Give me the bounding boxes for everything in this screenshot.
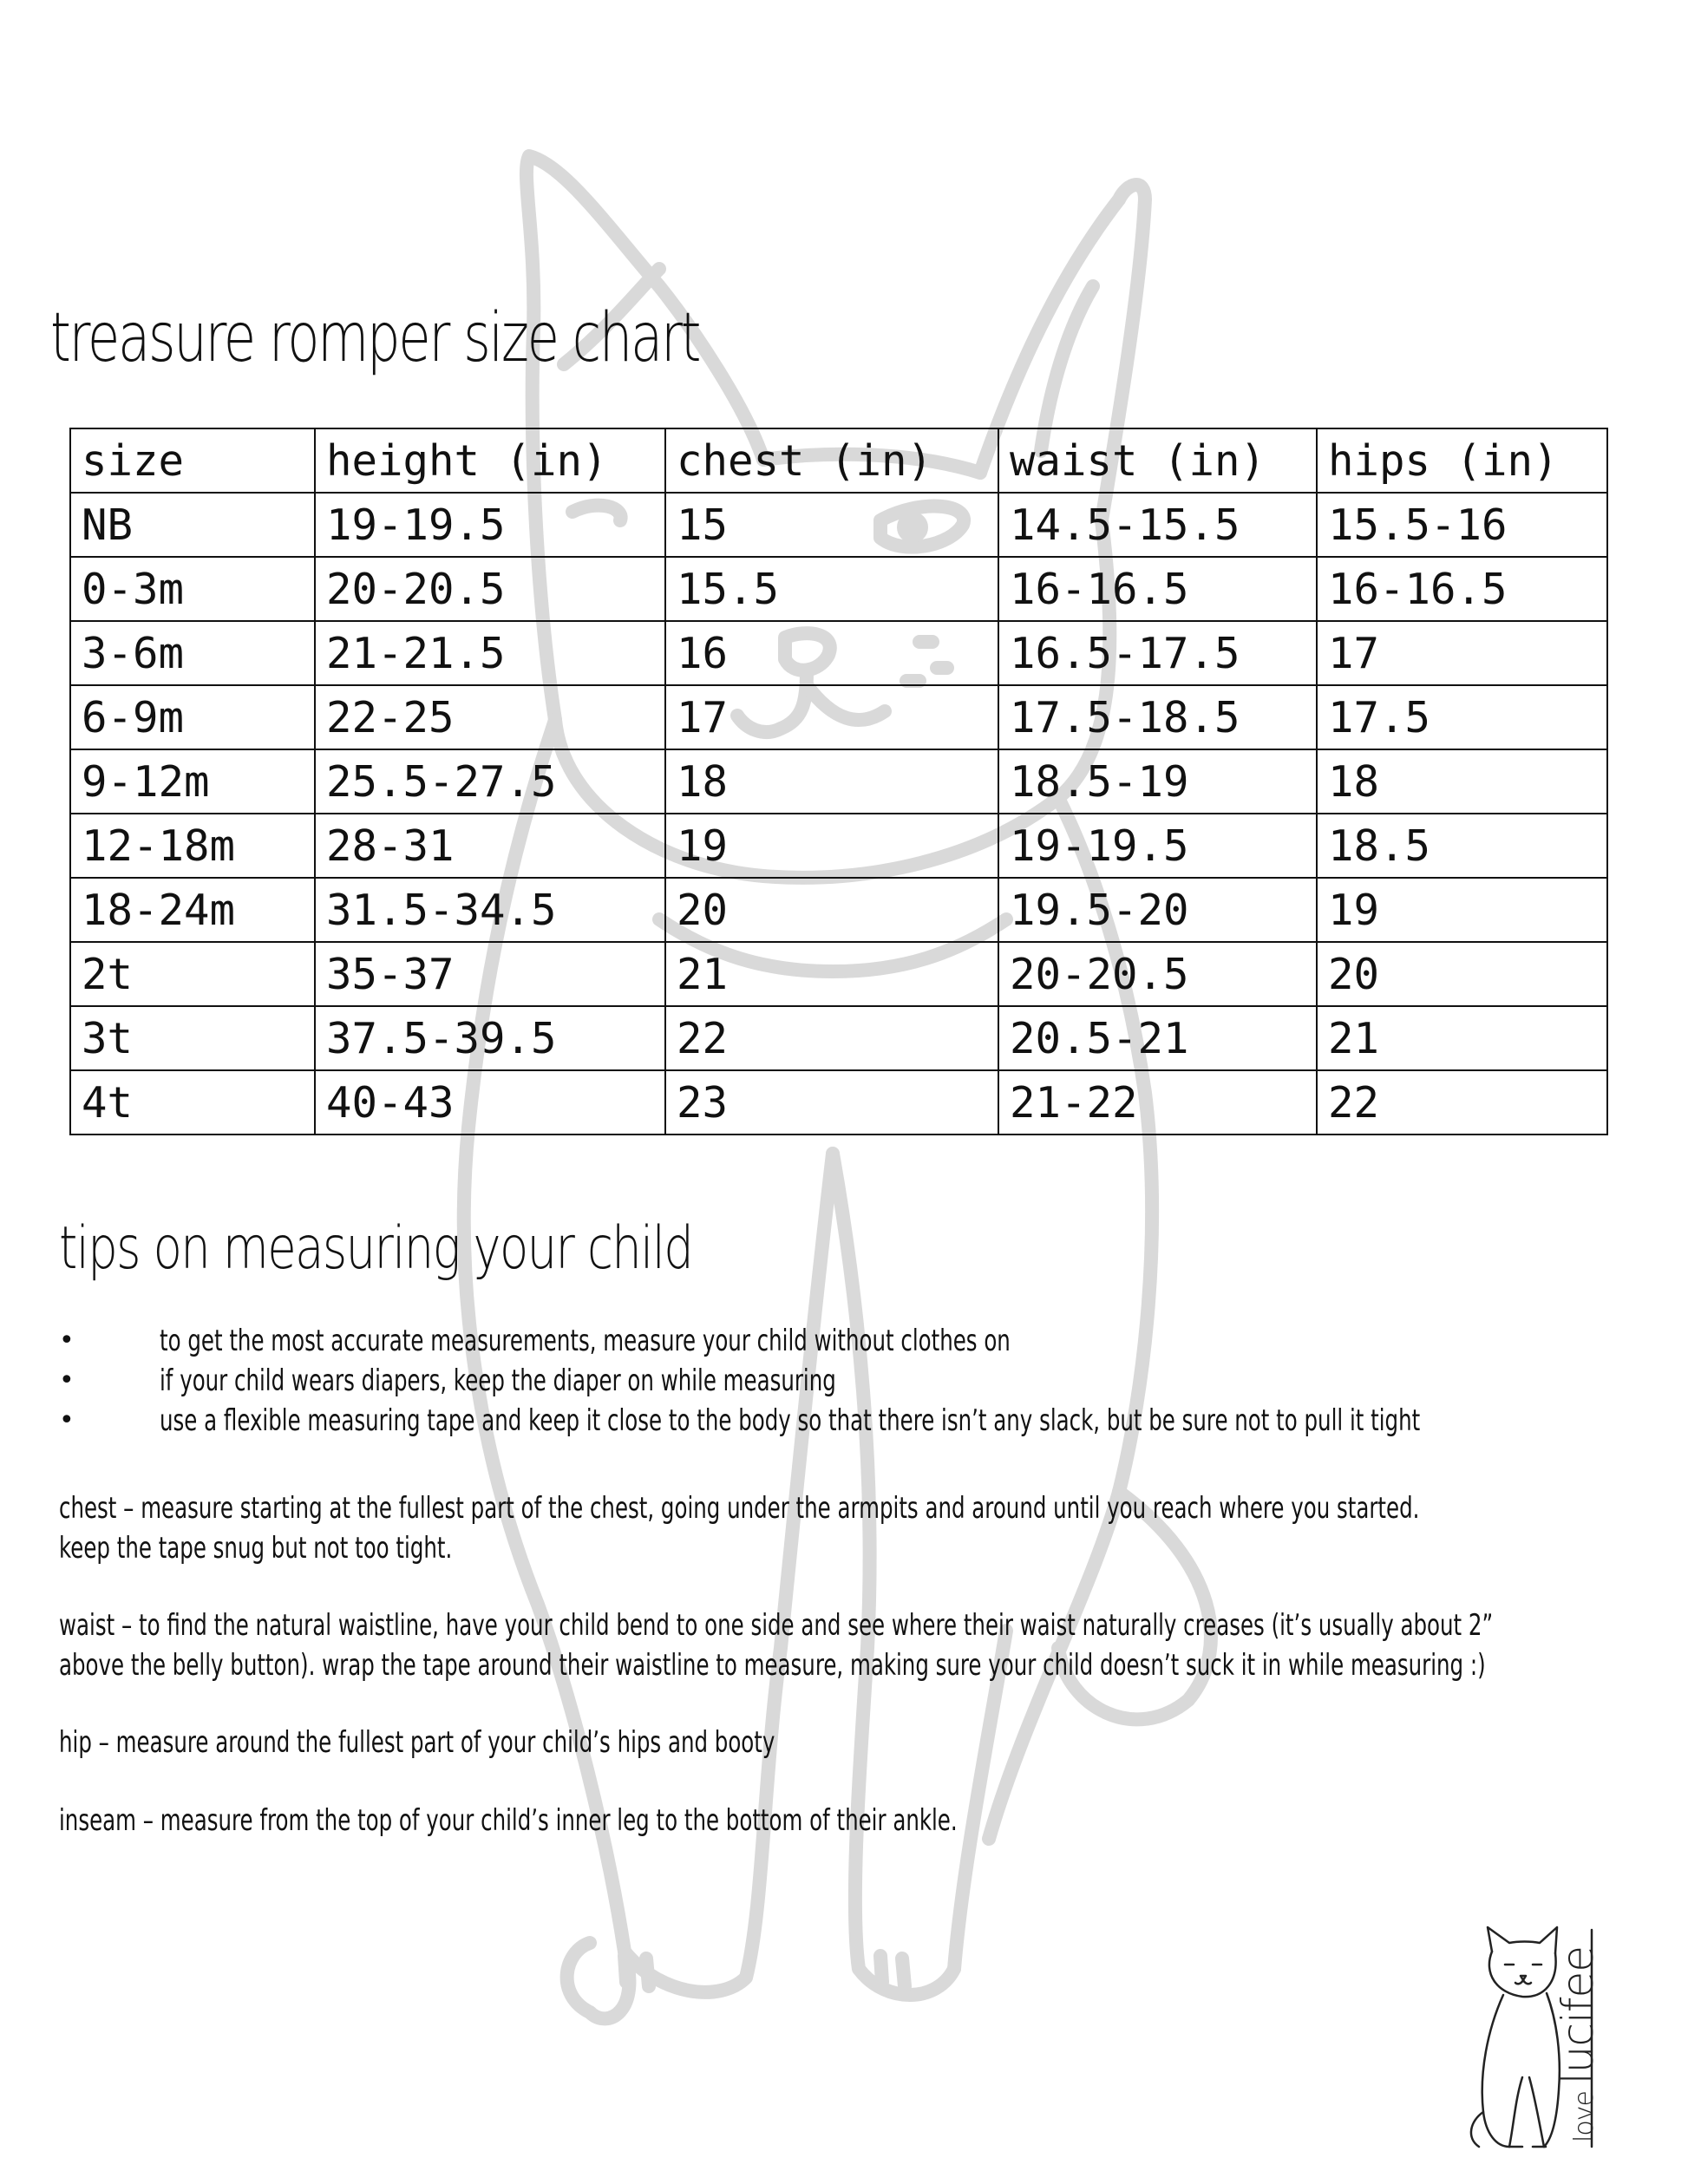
cell-waist: 17.5-18.5: [998, 685, 1317, 749]
table-row: [70, 814, 1607, 878]
cell-chest: 16: [665, 621, 998, 685]
cell-chest: 21: [665, 942, 998, 1006]
column-header-waist: waist (in): [998, 428, 1317, 493]
cell-height: 37.5-39.5: [315, 1006, 665, 1070]
page-title: treasure romper size chart: [50, 299, 700, 377]
cell-hips: 18: [1317, 749, 1607, 814]
cell-size: 2t: [70, 942, 315, 1006]
table-header-row: [70, 428, 1607, 493]
cell-height: 28-31: [315, 814, 665, 878]
column-header-hips: hips (in): [1317, 428, 1607, 493]
brand-name: lucifee: [1553, 1946, 1603, 2085]
cell-hips: 15.5-16: [1317, 493, 1607, 557]
cell-height: 22-25: [315, 685, 665, 749]
hip-line-1: hip – measure around the fullest part of your child’s hips and booty: [59, 1725, 775, 1760]
cell-waist: 20.5-21: [998, 1006, 1317, 1070]
table-row: [70, 557, 1607, 621]
cell-size: 3t: [70, 1006, 315, 1070]
cell-waist: 21-22: [998, 1070, 1317, 1135]
cell-hips: 21: [1317, 1006, 1607, 1070]
tip-text: to get the most accurate measurements, measure your child without clothes on: [160, 1324, 1011, 1358]
cell-height: 25.5-27.5: [315, 749, 665, 814]
chest-instructions: [59, 1488, 1558, 1568]
cell-chest: 19: [665, 814, 998, 878]
cell-hips: 17.5: [1317, 685, 1607, 749]
cell-hips: 19: [1317, 878, 1607, 942]
table-row: [70, 749, 1607, 814]
cell-waist: 14.5-15.5: [998, 493, 1317, 557]
cell-height: 20-20.5: [315, 557, 665, 621]
cell-size: 9-12m: [70, 749, 315, 814]
cell-chest: 17: [665, 685, 998, 749]
cell-waist: 16-16.5: [998, 557, 1317, 621]
tips-heading: tips on measuring your child: [59, 1214, 693, 1283]
cell-size: NB: [70, 493, 315, 557]
chest-line-2: keep the tape snug but not too tight.: [59, 1531, 453, 1566]
brand-love: love: [1569, 2091, 1600, 2142]
cell-chest: 23: [665, 1070, 998, 1135]
cell-hips: 16-16.5: [1317, 557, 1607, 621]
cell-size: 18-24m: [70, 878, 315, 942]
cell-waist: 18.5-19: [998, 749, 1317, 814]
cell-size: 12-18m: [70, 814, 315, 878]
inseam-line-1: inseam – measure from the top of your child’s inner leg to the bottom of their ankle.: [59, 1803, 958, 1838]
table-row: [70, 621, 1607, 685]
table-row: [70, 1006, 1607, 1070]
inseam-instructions: [59, 1801, 1558, 1841]
column-header-height: height (in): [315, 428, 665, 493]
hip-instructions: [59, 1723, 1558, 1762]
cell-height: 31.5-34.5: [315, 878, 665, 942]
cell-height: 21-21.5: [315, 621, 665, 685]
bullet-icon: •: [59, 1325, 75, 1356]
cell-size: 0-3m: [70, 557, 315, 621]
cell-chest: 20: [665, 878, 998, 942]
cell-hips: 18.5: [1317, 814, 1607, 878]
cell-waist: 19.5-20: [998, 878, 1317, 942]
cell-waist: 20-20.5: [998, 942, 1317, 1006]
table-row: [70, 493, 1607, 557]
cell-chest: 18: [665, 749, 998, 814]
bullet-icon: •: [59, 1405, 75, 1435]
size-table: [69, 428, 1608, 1135]
column-header-size: size: [70, 428, 315, 493]
table-row: [70, 878, 1607, 942]
bullet-icon: •: [59, 1365, 75, 1396]
table-row: [70, 942, 1607, 1006]
brand-logo-text: [1553, 1946, 1603, 2142]
column-header-chest: chest (in): [665, 428, 998, 493]
tip-text: if your child wears diapers, keep the diaper on while measuring: [160, 1363, 836, 1398]
table-body: [70, 493, 1607, 1135]
cell-size: 3-6m: [70, 621, 315, 685]
cell-height: 19-19.5: [315, 493, 665, 557]
chest-line-1: chest – measure starting at the fullest part of the chest, going under the armpits and around until you reach where you started.: [59, 1491, 1420, 1526]
cell-chest: 15: [665, 493, 998, 557]
cell-height: 40-43: [315, 1070, 665, 1135]
waist-line-2: above the belly button). wrap the tape around their waistline to measure, making sure your child doesn’t suck it in while measuring :): [59, 1648, 1486, 1683]
cell-size: 4t: [70, 1070, 315, 1135]
tip-text: use a flexible measuring tape and keep it close to the body so that there isn’t any slack, but be sure not to pull it tight: [160, 1403, 1421, 1438]
table-row: [70, 1070, 1607, 1135]
cell-hips: 22: [1317, 1070, 1607, 1135]
cell-height: 35-37: [315, 942, 665, 1006]
cell-waist: 16.5-17.5: [998, 621, 1317, 685]
waist-instructions: [59, 1605, 1558, 1685]
cell-waist: 19-19.5: [998, 814, 1317, 878]
cell-hips: 20: [1317, 942, 1607, 1006]
table-row: [70, 685, 1607, 749]
cell-chest: 22: [665, 1006, 998, 1070]
cell-hips: 17: [1317, 621, 1607, 685]
waist-line-1: waist – to find the natural waistline, have your child bend to one side and see where their waist naturally creases (it’s usually about 2”: [59, 1608, 1494, 1643]
cell-chest: 15.5: [665, 557, 998, 621]
cell-size: 6-9m: [70, 685, 315, 749]
